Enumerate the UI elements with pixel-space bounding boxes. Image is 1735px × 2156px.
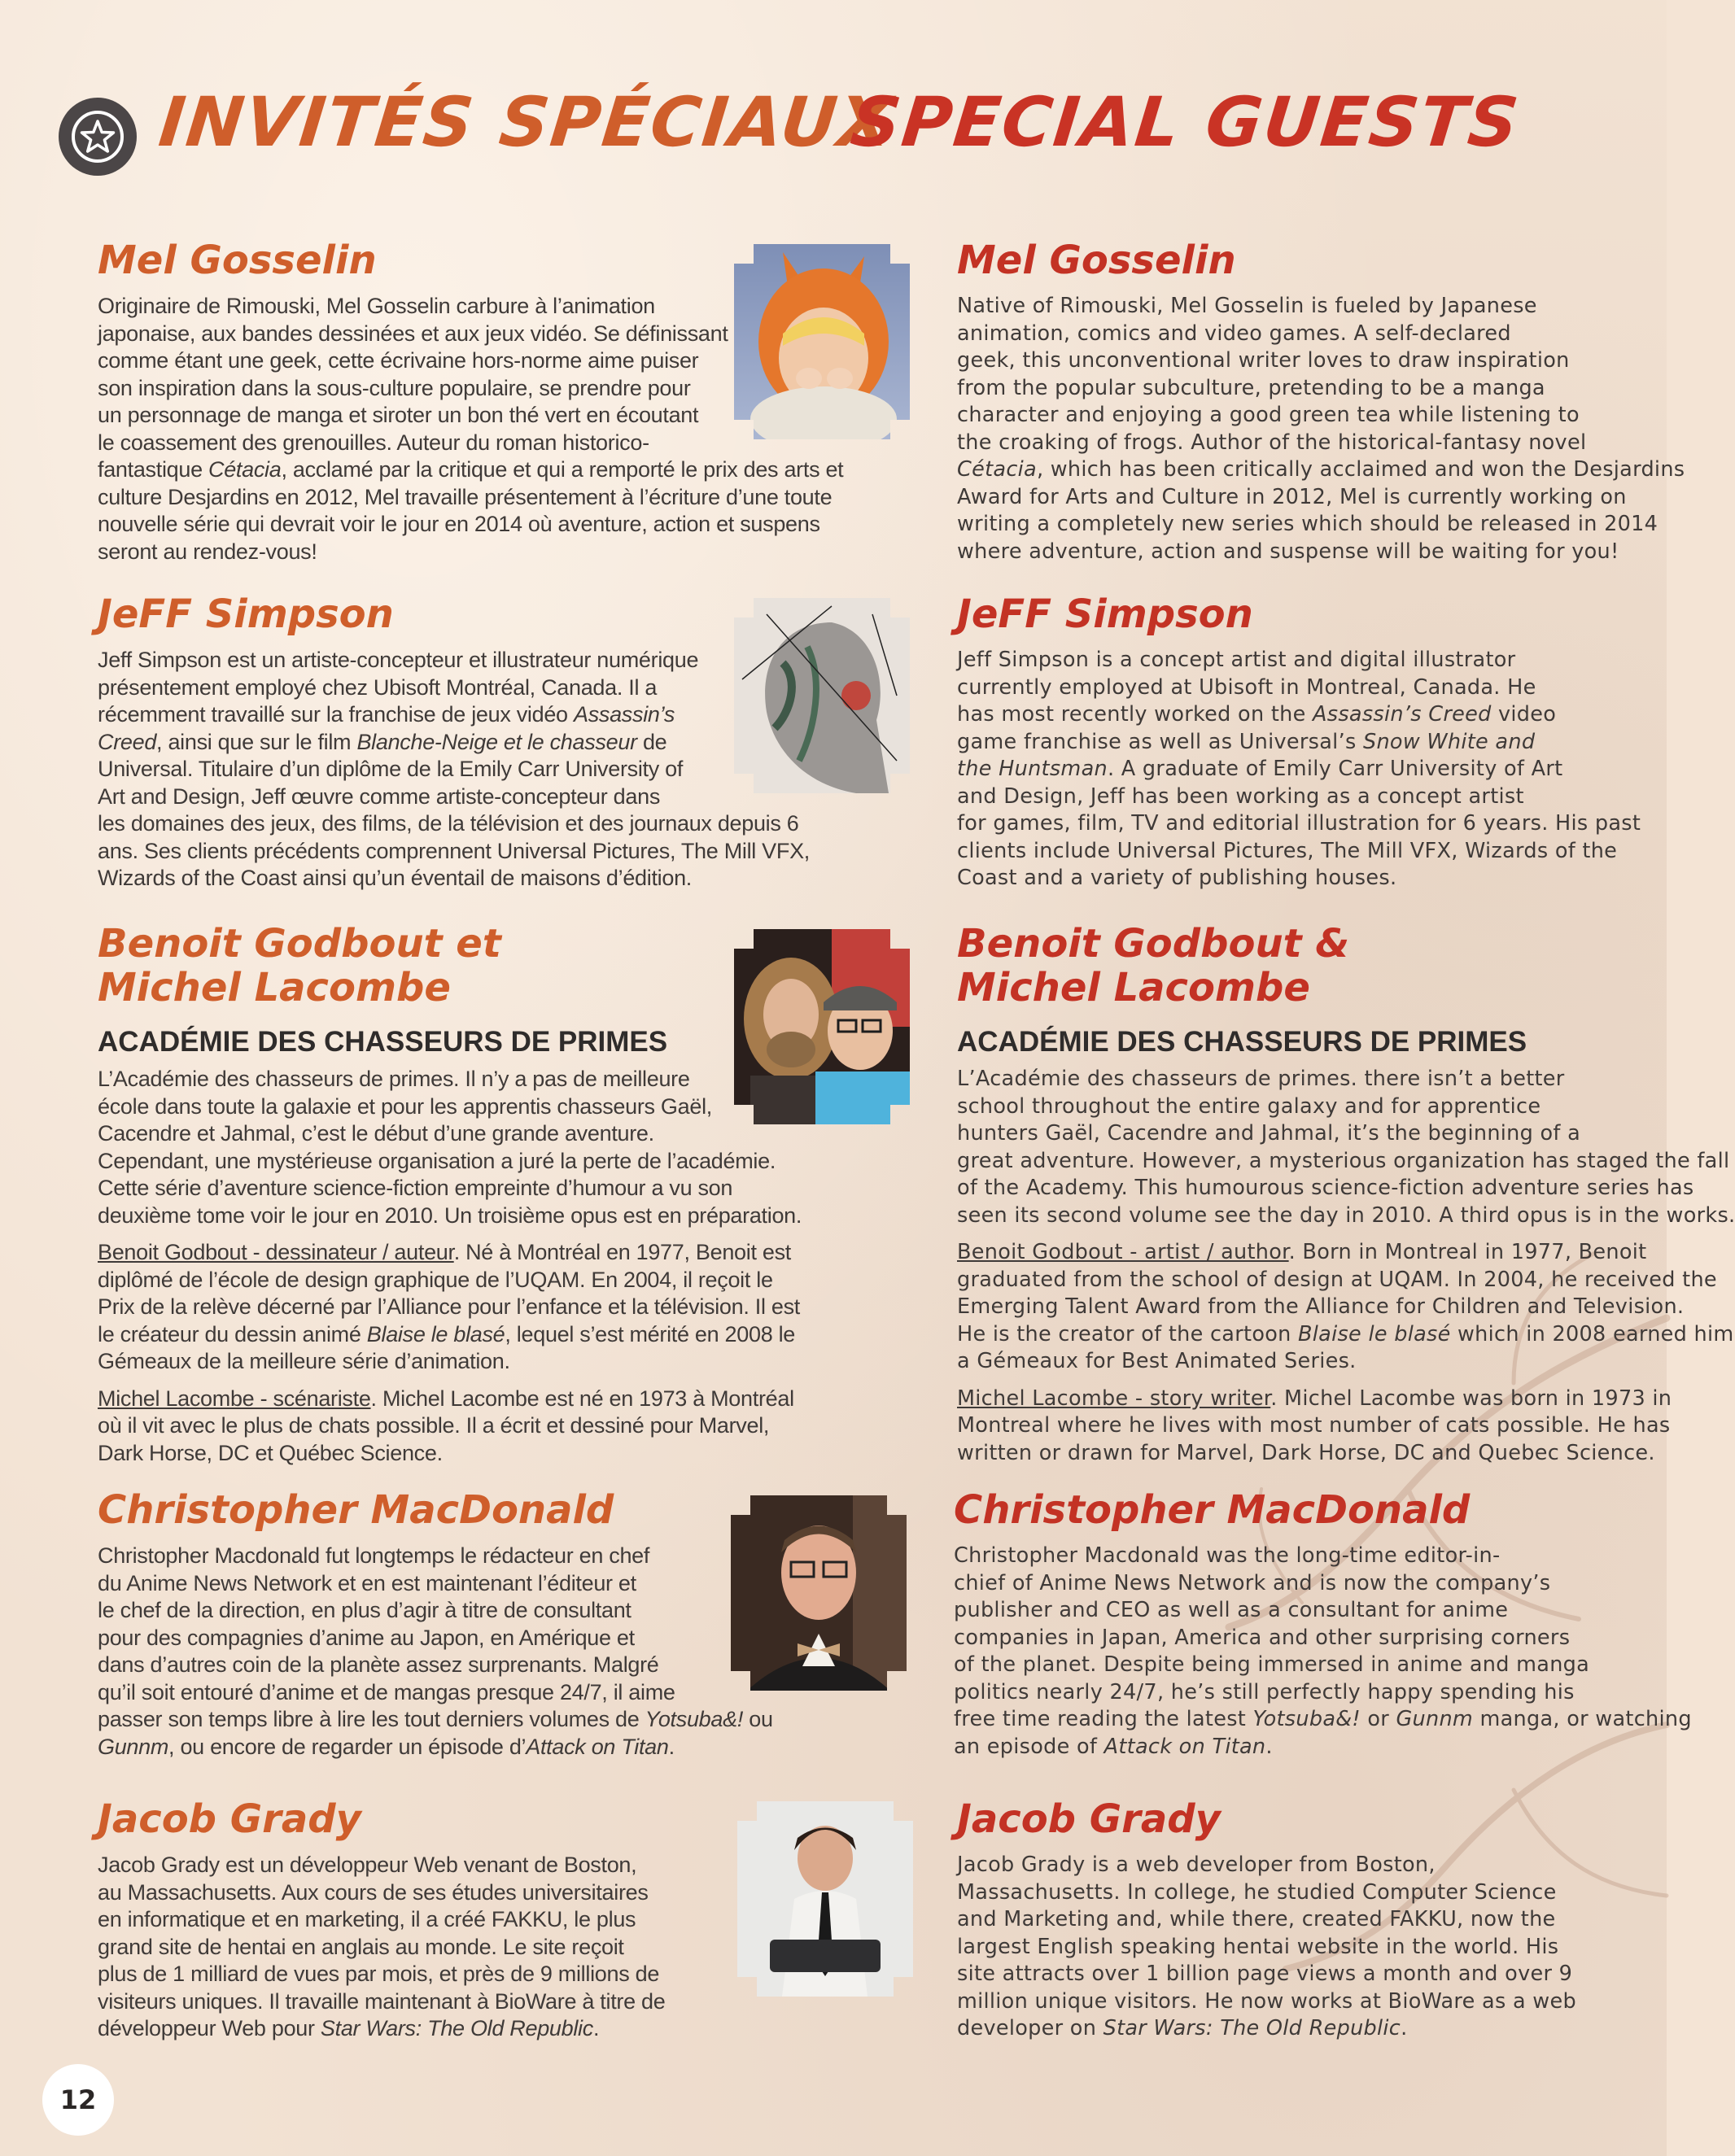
text-line: Jeff Simpson is a concept artist and digital illustrator — [957, 648, 1516, 672]
bio-english — [957, 293, 1685, 565]
text-line: Gémeaux de la meilleure série d’animation. — [98, 1349, 510, 1373]
text-line: Christopher Macdonald was the long-time editor-in- — [954, 1543, 1501, 1568]
text-line: He is the creator of the cartoon Blaise le blasé which in 2008 earned him — [957, 1321, 1734, 1346]
text-line: présentement employé chez Ubisoft Montréal, Canada. Il a — [98, 674, 658, 700]
bio-french — [98, 647, 810, 893]
text-line: Jeff Simpson est un artiste-concepteur et illustrateur numérique — [98, 648, 699, 672]
text-line: Coast and a variety of publishing houses. — [957, 866, 1397, 890]
text-line: grand site de hentai en anglais au monde. Le site reçoit — [98, 1934, 624, 1959]
text-line: Dark Horse, DC et Québec Science. — [98, 1440, 443, 1465]
bio-english — [954, 1543, 1692, 1761]
text-line: great adventure. However, a mysterious organization has staged the fall — [957, 1148, 1730, 1173]
text-line: the croaking of frogs. Author of the historical-fantasy novel — [957, 430, 1587, 455]
guest-name-english: JeFF Simpson — [957, 591, 1253, 637]
text-line: ans. Ses clients précédents comprennent Universal Pictures, The Mill VFX, — [98, 838, 810, 863]
text-line: largest English speaking hentai website in the world. His — [957, 1934, 1559, 1959]
star-badge — [59, 98, 137, 176]
text-line: character and enjoying a good green tea while listening to — [957, 403, 1580, 427]
text-line: clients include Universal Pictures, The Mill VFX, Wizards of the — [957, 838, 1618, 863]
text-line: le coassement des grenouilles. Auteur du roman historico- — [98, 430, 649, 455]
text-line: companies in Japan, America and other surprising corners — [954, 1625, 1571, 1650]
text-line: writing a completely new series which should be released in 2014 — [957, 512, 1659, 536]
text-line: an episode of Attack on Titan. — [954, 1734, 1273, 1759]
text-line: developer on Star Wars: The Old Republic. — [957, 2016, 1408, 2040]
text-line: visiteurs uniques. Il travaille maintenant à BioWare à titre de — [98, 1988, 666, 2014]
guest-name-english: Christopher MacDonald — [954, 1487, 1471, 1533]
text-line: Jacob Grady is a web developer from Boston, — [957, 1853, 1436, 1877]
bio-french — [98, 1543, 773, 1761]
text-line: game franchise as well as Universal’s Snow White and — [957, 729, 1536, 754]
text-line: Michel Lacombe - story writer. Michel Lacombe was born in 1973 in — [957, 1386, 1672, 1411]
text-line: développeur Web pour Star Wars: The Old Republic. — [98, 2016, 600, 2040]
text-line: Originaire de Rimouski, Mel Gosselin carbure à l’animation — [98, 294, 655, 318]
text-line: plus de 1 milliard de vues par mois, et près de 9 millions de — [98, 1962, 660, 1986]
text-line: qu’il soit entouré d’anime et de mangas presque 24/7, il aime — [98, 1679, 675, 1704]
text-line: publisher and CEO as well as a consultant for anime — [954, 1598, 1509, 1622]
text-line: currently employed at Ubisoft in Montreal, Canada. He — [957, 674, 1536, 700]
text-line: culture Desjardins en 2012, Mel travaille présentement à l’écriture d’une toute — [98, 484, 833, 509]
text-line: diplômé de l’école de design graphique de l’UQAM. En 2004, il reçoit le — [98, 1267, 773, 1292]
text-line: Cétacia, which has been critically acclaimed and won the Desjardins — [957, 457, 1685, 482]
text-line: of the Academy. This humourous science-fiction adventure series has — [957, 1176, 1694, 1200]
text-line: le chef de la direction, en plus d’agir à titre de consultant — [98, 1598, 632, 1622]
text-line: Massachusetts. In college, he studied Computer Science — [957, 1879, 1557, 1905]
text-line: a Gémeaux for Best Animated Series. — [957, 1349, 1357, 1373]
text-line: written or drawn for Marvel, Dark Horse, DC and Quebec Science. — [957, 1440, 1655, 1465]
text-line: the Huntsman. A graduate of Emily Carr University of Art — [957, 757, 1563, 781]
text-line: seen its second volume see the day in 2010. A third opus is in the works. — [957, 1202, 1735, 1228]
guest-name-english: Jacob Grady — [957, 1796, 1221, 1842]
text-line: Michel Lacombe - scénariste. Michel Lacombe est né en 1973 à Montréal — [98, 1386, 794, 1411]
text-line: école dans toute la galaxie et pour les apprentis chasseurs Gaël, — [98, 1093, 712, 1119]
text-line: son inspiration dans la sous-culture populaire, se prendre pour — [98, 375, 691, 400]
text-line: passer son temps libre à lire les tout derniers volumes de Yotsuba&! ou — [98, 1707, 773, 1731]
text-line: animation, comics and video games. A self-declared — [957, 321, 1511, 346]
text-line: Cette série d’aventure science-fiction empreinte d’humour a vu son — [98, 1176, 733, 1200]
star-icon — [59, 98, 137, 176]
text-line: le créateur du dessin animé Blaise le blasé, lequel s’est mérité en 2008 le — [98, 1321, 796, 1346]
guest-name-english: Mel Gosselin — [957, 238, 1236, 283]
text-line: un personnage de manga et siroter un bon thé vert en écoutant — [98, 403, 699, 427]
text-line: L’Académie des chasseurs de primes. there isn’t a better — [957, 1067, 1565, 1091]
page-number: 12 — [42, 2064, 114, 2136]
guest-name-french: Jacob Grady — [98, 1796, 361, 1842]
text-line: Montreal where he lives with most number of cats possible. He has — [957, 1413, 1671, 1438]
photo-mel-gosselin — [734, 244, 910, 439]
text-line: dans d’autres coin de la planète assez surprenants. Malgré — [98, 1652, 659, 1677]
text-line: has most recently worked on the Assassin’s Creed video — [957, 702, 1557, 727]
text-line: Christopher Macdonald fut longtemps le rédacteur en chef — [98, 1543, 650, 1568]
text-line: Jacob Grady est un développeur Web venant de Boston, — [98, 1853, 637, 1877]
text-line: japonaise, aux bandes dessinées et aux jeux vidéo. Se définissant — [98, 321, 728, 346]
text-line: Award for Arts and Culture in 2012, Mel is currently working on — [957, 484, 1627, 509]
text-line: free time reading the latest Yotsuba&! or Gunnm manga, or watching — [954, 1707, 1692, 1731]
photo-jacob-grady — [737, 1801, 913, 1997]
text-line: Native of Rimouski, Mel Gosselin is fueled by Japanese — [957, 294, 1537, 318]
text-line: Cependant, une mystérieuse organisation a juré la perte de l’académie. — [98, 1148, 776, 1173]
text-line: Art and Design, Jeff œuvre comme artiste-concepteur dans — [98, 783, 661, 809]
text-line: L’Académie des chasseurs de primes. Il n’y a pas de meilleure — [98, 1067, 690, 1091]
text-line: school throughout the entire galaxy and for apprentice — [957, 1093, 1541, 1119]
text-line: Benoit Godbout - dessinateur / auteur. Né à Montréal en 1977, Benoit est — [98, 1240, 791, 1264]
text-line: graduated from the school of design at UQAM. In 2004, he received the — [957, 1267, 1717, 1292]
text-line: Universal. Titulaire d’un diplôme de la Emily Carr University of — [98, 757, 684, 781]
text-line: Creed, ainsi que sur le film Blanche-Neige et le chasseur de — [98, 729, 667, 754]
bio-french — [98, 293, 843, 565]
text-line: en informatique et en marketing, il a créé FAKKU, le plus — [98, 1907, 636, 1931]
text-line: and Design, Jeff has been working as a concept artist — [957, 783, 1524, 809]
text-line: Gunnm, ou encore de regarder un épisode d’Attack on Titan. — [98, 1734, 675, 1759]
title-english: SPECIAL GUESTS — [846, 82, 1524, 162]
text-line: où il vit avec le plus de chats possible. Il a écrit et dessiné pour Marvel, — [98, 1413, 770, 1438]
text-line: Wizards of the Coast ainsi qu’un éventail de maisons d’édition. — [98, 866, 693, 890]
text-line: for games, film, TV and editorial illustration for 6 years. His past — [957, 811, 1641, 836]
text-line: au Massachusetts. Aux cours de ses études universitaires — [98, 1879, 649, 1905]
page-header — [0, 0, 1667, 212]
photo-godbout-lacombe — [734, 929, 910, 1124]
text-line: nouvelle série qui devrait voir le jour en 2014 où aventure, action et suspens — [98, 512, 820, 536]
text-line: Prix de la relève décerné par l’Alliance pour l’enfance et la télévision. Il est — [98, 1294, 800, 1319]
guest-name-french: Christopher MacDonald — [98, 1487, 614, 1533]
bio-english — [957, 647, 1641, 893]
text-line: les domaines des jeux, des films, de la télévision et des journaux depuis 6 — [98, 811, 799, 836]
text-line: seront au rendez-vous! — [98, 539, 317, 564]
bio-english — [957, 1852, 1576, 2043]
photo-christopher-macdonald — [731, 1495, 907, 1691]
guest-name-french: JeFF Simpson — [98, 591, 394, 637]
text-line: du Anime News Network et en est maintenant l’éditeur et — [98, 1570, 636, 1595]
text-line: Benoit Godbout - artist / author. Born in Montreal in 1977, Benoit — [957, 1240, 1647, 1264]
text-line: chief of Anime News Network and is now the company’s — [954, 1570, 1551, 1595]
text-line: politics nearly 24/7, he’s still perfectly happy spending his — [954, 1679, 1575, 1704]
text-line: récemment travaillé sur la franchise de jeux vidéo Assassin’s — [98, 702, 675, 727]
text-line: pour des compagnies d’anime au Japon, en Amérique et — [98, 1625, 635, 1650]
text-line: comme étant une geek, cette écrivaine hors-norme aime puiser — [98, 348, 699, 373]
bio-english — [957, 1066, 1735, 1467]
text-line: Emerging Talent Award from the Alliance for Children and Television. — [957, 1294, 1685, 1319]
text-line: geek, this unconventional writer loves to draw inspiration — [957, 348, 1570, 373]
text-line: from the popular subculture, pretending to be a manga — [957, 375, 1545, 400]
guest-name-french: Mel Gosselin — [98, 238, 377, 283]
bio-french — [98, 1852, 665, 2043]
text-line: where adventure, action and suspense will be waiting for you! — [957, 539, 1619, 564]
subtitle-french: ACADÉMIE DES CHASSEURS DE PRIMES — [98, 1026, 668, 1058]
guest-name-english: Benoit Godbout & Michel Lacombe — [957, 921, 1350, 1010]
title-french: INVITÉS SPÉCIAUX — [155, 82, 897, 162]
text-line: site attracts over 1 billion page views a month and over 9 — [957, 1962, 1573, 1986]
text-line: million unique visitors. He now works at BioWare as a web — [957, 1988, 1576, 2014]
text-line: fantastique Cétacia, acclamé par la critique et qui a remporté le prix des arts et — [98, 457, 844, 482]
text-line: and Marketing and, while there, created FAKKU, now the — [957, 1907, 1556, 1931]
text-line: hunters Gaël, Cacendre and Jahmal, it’s the beginning of a — [957, 1121, 1581, 1146]
photo-jeff-simpson — [734, 598, 910, 793]
subtitle-english: ACADÉMIE DES CHASSEURS DE PRIMES — [957, 1026, 1527, 1058]
text-line: Cacendre et Jahmal, c’est le début d’une grande aventure. — [98, 1121, 654, 1146]
text-line: deuxième tome voir le jour en 2010. Un troisième opus est en préparation. — [98, 1202, 802, 1228]
guest-name-french: Benoit Godbout et Michel Lacombe — [98, 921, 501, 1010]
bio-french — [98, 1066, 802, 1467]
text-line: of the planet. Despite being immersed in anime and manga — [954, 1652, 1590, 1677]
